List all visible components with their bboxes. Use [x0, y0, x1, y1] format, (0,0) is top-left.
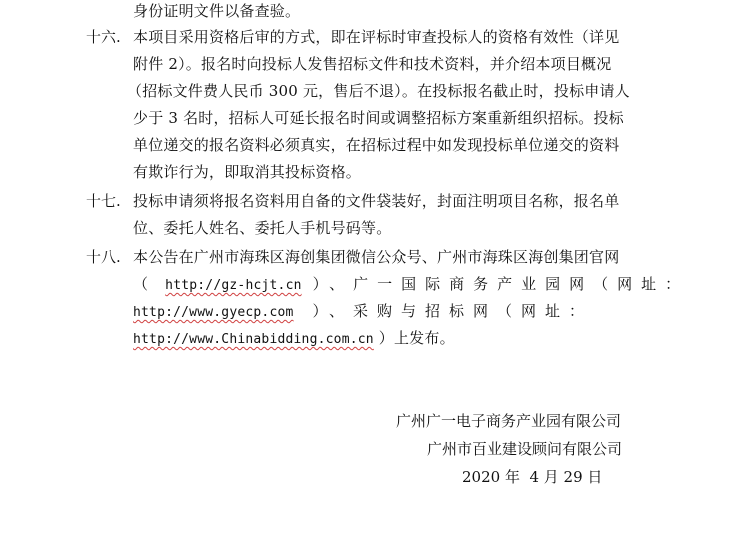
- item-17-line-1: 投标申请须将报名资料用自备的文件袋装好，封面注明项目名称，报名单: [133, 192, 620, 210]
- item-16-line-3: （招标文件费人民币 300 元，售后不退）。在投标报名截止时，投标申请人: [127, 82, 630, 100]
- item-number-17: 十七.: [86, 192, 121, 210]
- item-17-line-2: 位、委托人姓名、委托人手机号码等。: [133, 219, 392, 237]
- top-fragment-line: 身份证明文件以备查验。: [133, 2, 301, 20]
- item-16-line-6: 有欺诈行为，即取消其投标资格。: [133, 163, 362, 181]
- item-18-line-3: [133, 302, 593, 322]
- signature-company-2: 广州市百业建设顾问有限公司: [427, 440, 623, 458]
- item-16-line-4: 少于 3 名时，招标人可延长报名时间或调整招标方案重新组织招标。投标: [133, 109, 624, 127]
- item-16-line-1: 本项目采用资格后审的方式，即在评标时审查投标人的资格有效性（详见: [133, 28, 620, 46]
- item-number-16: 十六.: [86, 28, 121, 46]
- signature-date: 2020 年 4 月 29 日: [462, 468, 603, 486]
- item-18-line-4: [133, 329, 455, 349]
- item-18-line-1: 本公告在广州市海珠区海创集团微信公众号、广州市海珠区海创集团官网: [133, 248, 620, 266]
- item-18-line-2-text: ）、广一国际商务产业园网（网址：: [312, 275, 690, 293]
- chinabidding-url-link[interactable]: http://www.Chinabidding.com.cn: [133, 332, 374, 347]
- gyecp-url-link[interactable]: http://www.gyecp.com: [133, 305, 294, 320]
- item-16-line-2: 附件 2）。报名时向投标人发售招标文件和技术资料，并介绍本项目概况: [133, 55, 612, 73]
- item-18-line-4-text: ）上发布。: [378, 329, 455, 347]
- item-18-line-2: [133, 275, 689, 295]
- signature-company-1: 广州广一电子商务产业园有限公司: [396, 412, 622, 430]
- open-paren: （: [133, 275, 149, 293]
- item-18-line-3-text: ）、采购与招标网（网址：: [312, 302, 594, 320]
- hcjt-url-link[interactable]: http://gz-hcjt.cn: [165, 278, 302, 293]
- item-16-line-5: 单位递交的报名资料必须真实，在招标过程中如发现投标单位递交的资料: [133, 136, 620, 154]
- item-number-18: 十八.: [86, 248, 121, 266]
